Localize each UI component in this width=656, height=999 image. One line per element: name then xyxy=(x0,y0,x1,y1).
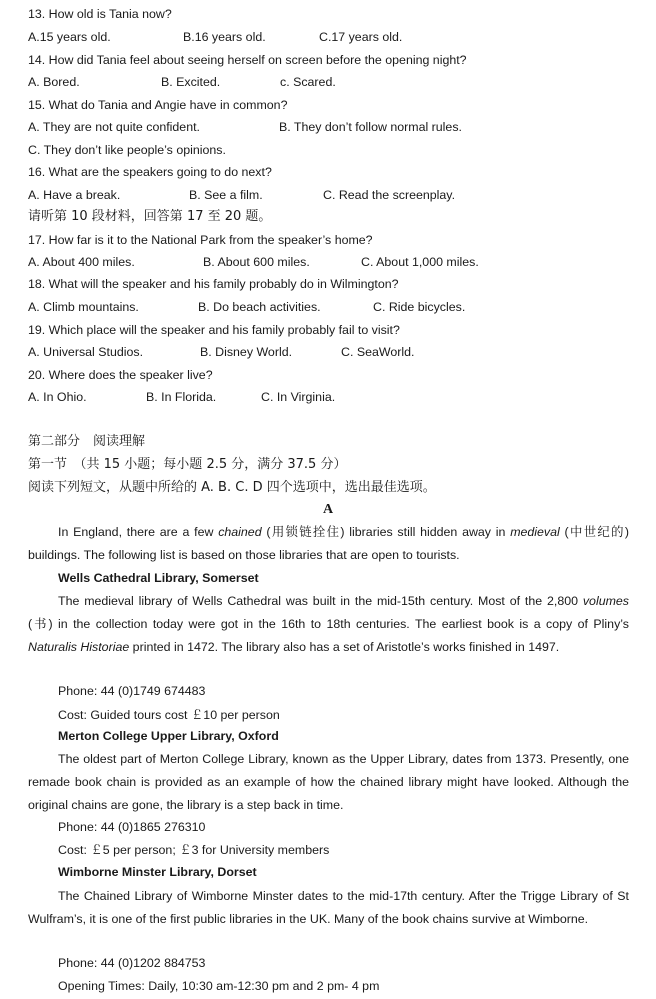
q19-option-b: B. Disney World. xyxy=(200,345,293,359)
wells-term-volumes: volumes xyxy=(582,594,629,608)
q17-question: 17. How far is it to the National Park from the speaker’s home? xyxy=(28,233,373,247)
q15-question: 15. What do Tania and Angie have in common? xyxy=(28,98,288,112)
q15-option-b: B. They don’t follow normal rules. xyxy=(279,120,462,134)
section-one-title: 第一节 （共 15 小题；每小题 2.5 分，满分 37.5 分） xyxy=(28,457,347,472)
wimborne-heading: Wimborne Minster Library, Dorset xyxy=(58,865,257,879)
q15-option-c: C. They don’t like people’s opinions. xyxy=(28,143,226,157)
q18-question: 18. What will the speaker and his family probably do in Wilmington? xyxy=(28,277,399,291)
wells-text-3: printed in 1472. The library also has a set of Aristotle’s works finished in 1497. xyxy=(129,640,560,654)
merton-cost: Cost: ￡5 per person; ￡3 for University members xyxy=(58,843,330,857)
wimborne-phone: Phone: 44 (0)1202 884753 xyxy=(58,956,206,970)
merton-phone: Phone: 44 (0)1865 276310 xyxy=(58,820,206,834)
intro-paragraph xyxy=(28,521,629,567)
q13-question: 13. How old is Tania now? xyxy=(28,7,172,21)
wells-book-title: Naturalis Historiae xyxy=(28,640,130,654)
wells-phone: Phone: 44 (0)1749 674483 xyxy=(58,684,206,698)
wells-text-1: The medieval library of Wells Cathedral was built in the mid-15th century. Most of the 2,800 xyxy=(58,594,583,608)
q16-option-a: A. Have a break. xyxy=(28,188,121,202)
intro-term-medieval: medieval xyxy=(510,525,560,539)
wells-text-2: (书) in the collection today were got in the 16th to 18th centuries. The earliest book is a copy of Pliny’s xyxy=(28,617,629,631)
q20-option-b: B. In Florida. xyxy=(146,390,217,404)
q18-option-a: A. Climb mountains. xyxy=(28,300,139,314)
q17-option-b: B. About 600 miles. xyxy=(203,255,310,269)
q16-question: 16. What are the speakers going to do next? xyxy=(28,165,272,179)
wells-paragraph xyxy=(28,590,629,659)
intro-text-3: (中世纪的) buildings. The following list is based on those libraries that are open to tourists. xyxy=(28,525,629,562)
q15-option-a: A. They are not quite confident. xyxy=(28,120,200,134)
wimborne-paragraph: The Chained Library of Wimborne Minster dates to the mid-17th century. After the Trigge Library of St Wulfram’s, it is one of the first public libraries in the UK. Many of the book chains survive at Wimborne. xyxy=(28,889,629,926)
q20-option-c: C. In Virginia. xyxy=(261,390,336,404)
q18-option-b: B. Do beach activities. xyxy=(198,300,321,314)
q18-option-c: C. Ride bicycles. xyxy=(373,300,466,314)
q19-option-c: C. SeaWorld. xyxy=(341,345,415,359)
q17-option-a: A. About 400 miles. xyxy=(28,255,135,269)
q20-option-a: A. In Ohio. xyxy=(28,390,87,404)
q13-option-a: A.15 years old. xyxy=(28,30,111,44)
intro-text-1: In England, there are a few xyxy=(58,525,219,539)
q16-option-c: C. Read the screenplay. xyxy=(323,188,456,202)
q14-option-b: B. Excited. xyxy=(161,75,221,89)
wells-cost: Cost: Guided tours cost ￡10 per person xyxy=(58,708,280,722)
q17-option-c: C. About 1,000 miles. xyxy=(361,255,479,269)
q13-option-b: B.16 years old. xyxy=(183,30,266,44)
q14-option-c: c. Scared. xyxy=(280,75,336,89)
merton-paragraph: The oldest part of Merton College Library, known as the Upper Library, dates from 1373. Presently, one remade book chain is provided as an example of how the chained library might have looked. Although the original chains are gone, the library is a step back in time. xyxy=(28,752,629,812)
part-two-title: 第二部分 阅读理解 xyxy=(28,434,146,449)
reading-instruction: 阅读下列短文，从题中所给的 A. B. C. D 四个选项中，选出最佳选项。 xyxy=(28,480,436,495)
q19-option-a: A. Universal Studios. xyxy=(28,345,144,359)
q20-question: 20. Where does the speaker live? xyxy=(28,368,213,382)
merton-heading: Merton College Upper Library, Oxford xyxy=(58,729,279,743)
q14-option-a: A. Bored. xyxy=(28,75,80,89)
section-10-instruction: 请听第 10 段材料，回答第 17 至 20 题。 xyxy=(28,209,272,224)
q13-option-c: C.17 years old. xyxy=(319,30,403,44)
passage-label: A xyxy=(322,502,334,517)
wells-heading: Wells Cathedral Library, Somerset xyxy=(58,571,259,585)
q16-option-b: B. See a film. xyxy=(189,188,263,202)
q19-question: 19. Which place will the speaker and his family probably fail to visit? xyxy=(28,323,400,337)
intro-term-chained: chained xyxy=(218,525,262,539)
wimborne-hours: Opening Times: Daily, 10:30 am-12:30 pm and 2 pm- 4 pm xyxy=(58,979,380,993)
intro-text-2: (用锁链拴住) libraries still hidden away in xyxy=(261,525,511,539)
q14-question: 14. How did Tania feel about seeing herself on screen before the opening night? xyxy=(28,53,467,67)
